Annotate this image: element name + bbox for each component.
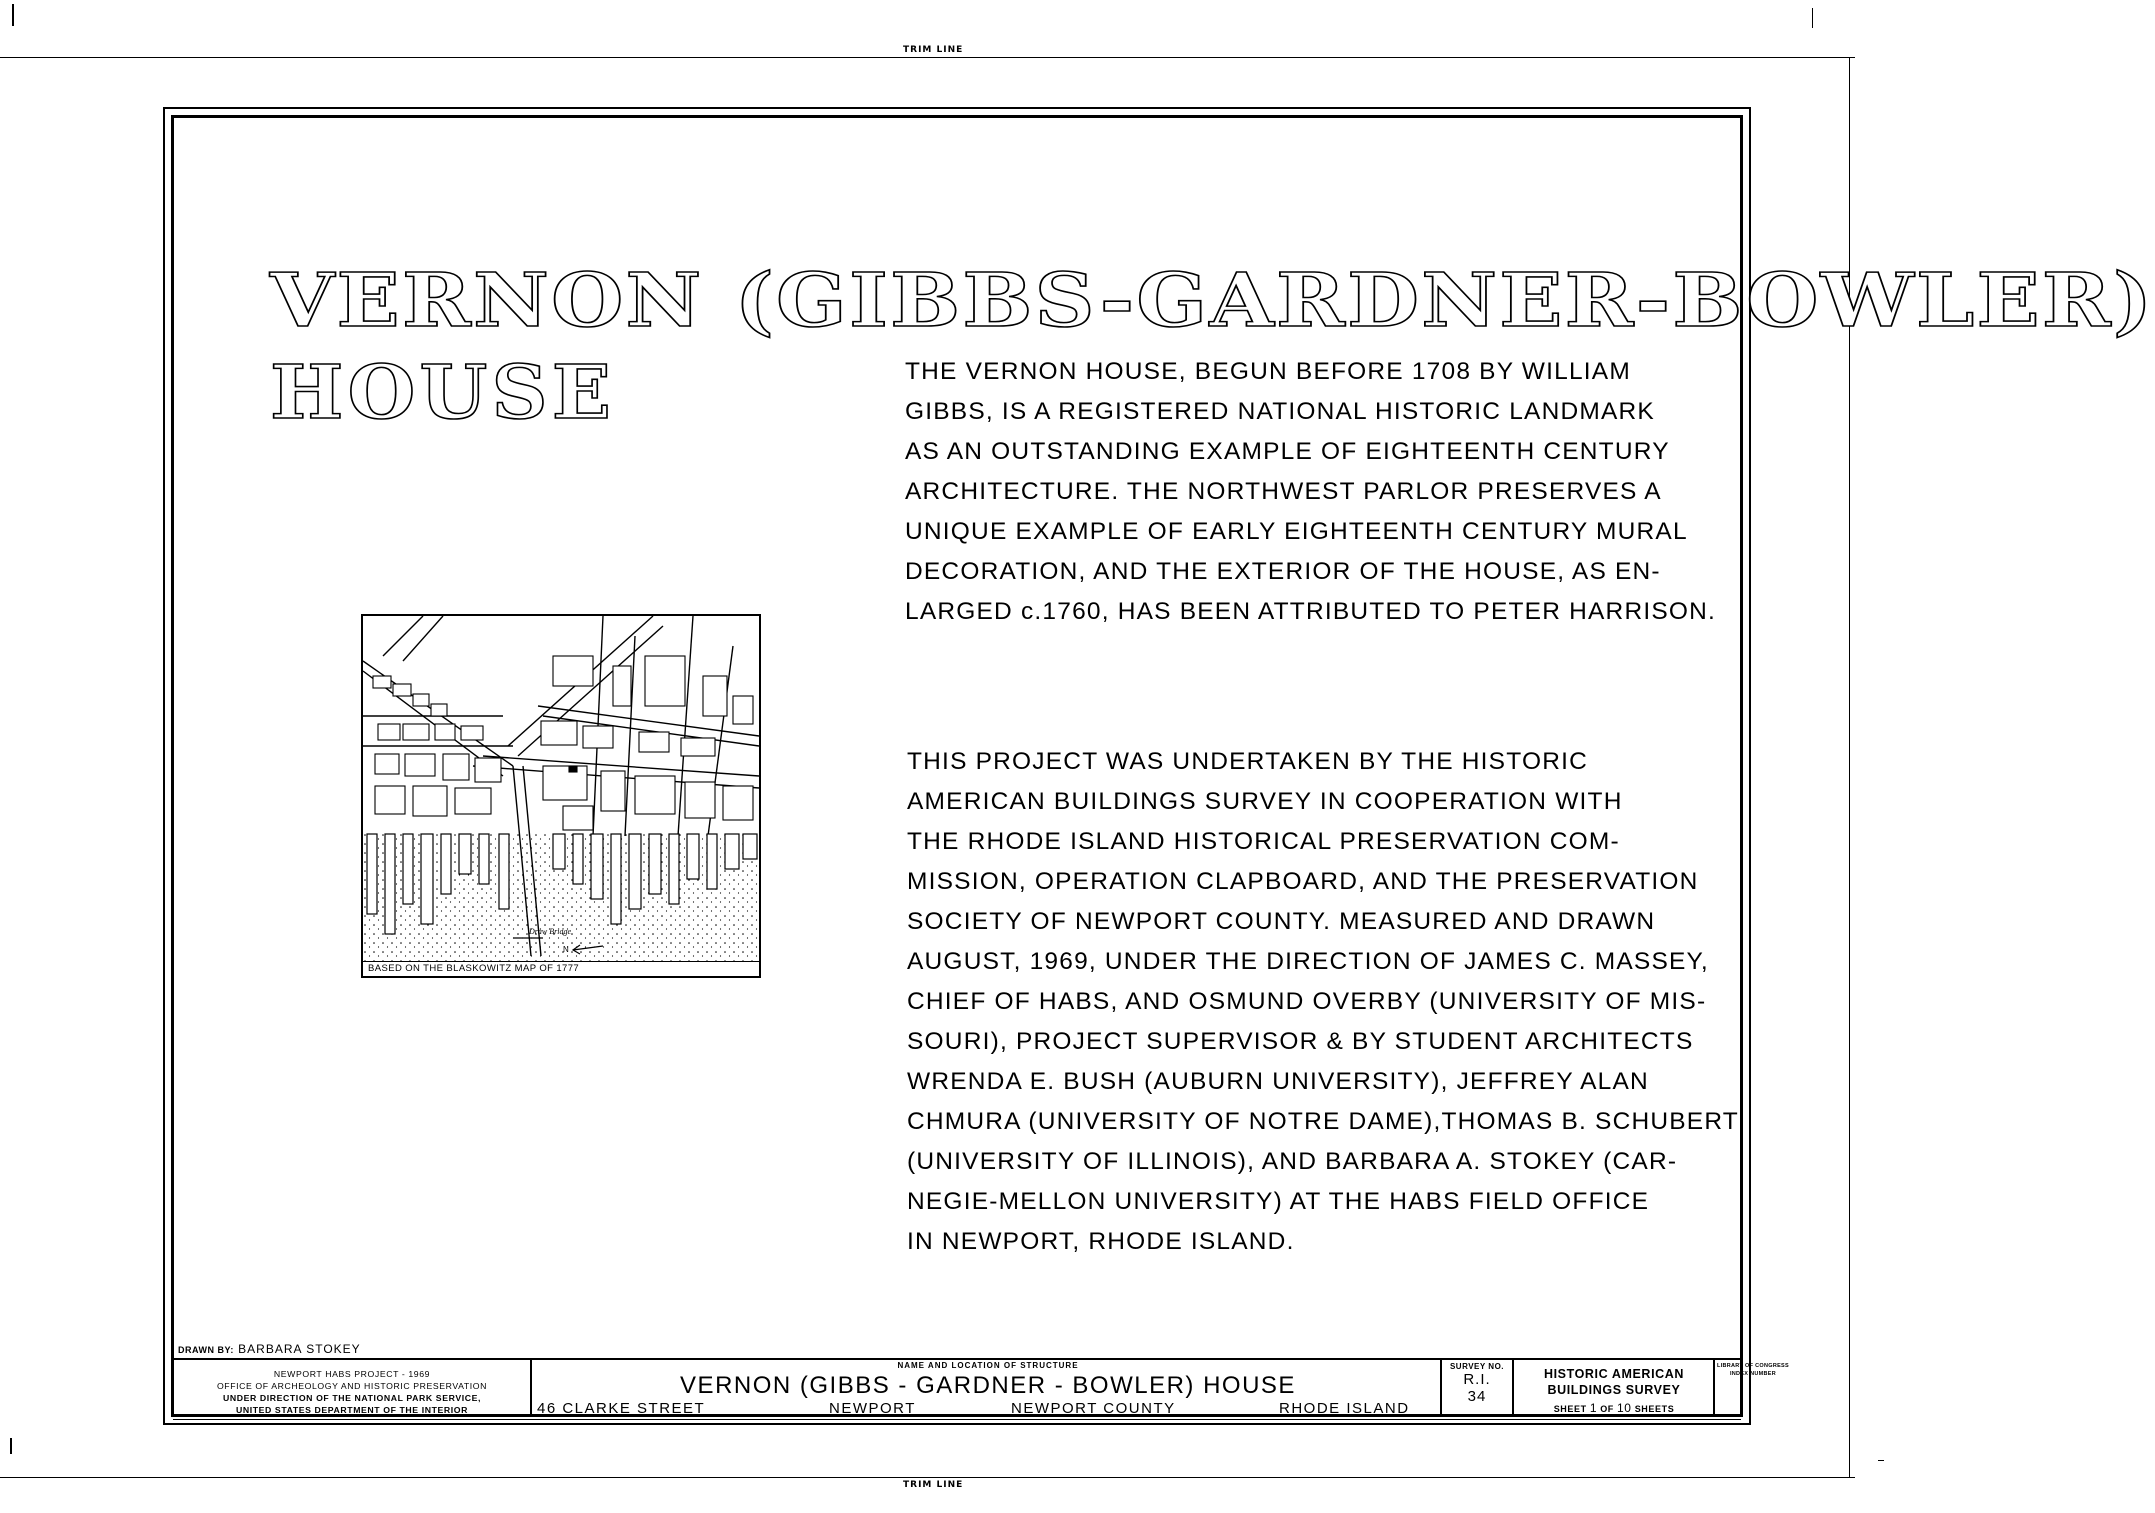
drawn-by-name: BARBARA STOKEY [238, 1342, 361, 1356]
edge-mark [10, 1438, 12, 1454]
map-label-north: N [563, 945, 569, 954]
survey-state: R.I. [1463, 1371, 1491, 1388]
survey-number-block [1442, 1362, 1512, 1405]
text-line: MISSION, OPERATION CLAPBOARD, AND THE PRESERVATION [907, 868, 1699, 895]
text-line: THE RHODE ISLAND HISTORICAL PRESERVATION COM- [907, 828, 1620, 855]
structure-city: NEWPORT [829, 1400, 916, 1417]
loc-index-line: INDEX NUMBER [1729, 1371, 1777, 1377]
map-label-draw-bridge: Draw Bridge [529, 927, 571, 936]
structure-county: NEWPORT COUNTY [1011, 1400, 1176, 1417]
title-block-top-rule [173, 1358, 1741, 1360]
text-line: UNIQUE EXAMPLE OF EARLY EIGHTEENTH CENTURY MURAL [905, 518, 1688, 545]
project-info [176, 1368, 528, 1416]
sheet-count [1515, 1401, 1713, 1415]
drawn-by [178, 1342, 361, 1356]
map-caption: BASED ON THE BLASKOWITZ MAP OF 1777 [363, 961, 759, 976]
text-line: IN NEWPORT, RHODE ISLAND. [907, 1228, 1295, 1255]
loc-index-line: LIBRARY OF CONGRESS [1716, 1363, 1789, 1369]
habs-title-2: BUILDINGS SURVEY [1547, 1383, 1681, 1397]
text-line: GIBBS, IS A REGISTERED NATIONAL HISTORIC LANDMARK [905, 398, 1655, 425]
project-line: UNDER DIRECTION OF THE NATIONAL PARK SERVICE, [222, 1393, 482, 1403]
sheet-title-line-1: VERNON (GIBBS-GARDNER-BOWLER) [270, 258, 2155, 344]
text-line: THIS PROJECT WAS UNDERTAKEN BY THE HISTORIC [907, 748, 1588, 775]
sheet-title-line-2: HOUSE [270, 350, 616, 436]
structure-address: 46 CLARKE STREET [537, 1400, 706, 1417]
text-line: AS AN OUTSTANDING EXAMPLE OF EIGHTEENTH CENTURY [905, 438, 1670, 465]
edge-mark [1878, 1460, 1884, 1461]
trim-line-top [0, 57, 1855, 58]
text-line: CHIEF OF HABS, AND OSMUND OVERBY (UNIVERSITY OF MIS- [907, 988, 1707, 1015]
habs-block [1515, 1366, 1713, 1415]
city-blocks [373, 656, 753, 830]
project-line: UNITED STATES DEPARTMENT OF THE INTERIOR [235, 1405, 468, 1415]
trim-line-label-top: TRIM LINE [903, 45, 964, 55]
text-line: WRENDA E. BUSH (AUBURN UNIVERSITY), JEFFREY ALAN [907, 1068, 1649, 1095]
text-line: AMERICAN BUILDINGS SURVEY IN COOPERATION WITH [907, 788, 1623, 815]
title-block-bottom-rule [173, 1419, 1741, 1420]
text-line: THE VERNON HOUSE, BEGUN BEFORE 1708 BY WILLIAM [905, 358, 1631, 385]
trim-line-bottom [0, 1477, 1855, 1478]
sheet-label: SHEET [1553, 1404, 1587, 1414]
text-line: DECORATION, AND THE EXTERIOR OF THE HOUSE, AS EN- [905, 558, 1661, 585]
project-line: NEWPORT HABS PROJECT - 1969 [273, 1369, 431, 1379]
text-line: LARGED c.1760, HAS BEEN ATTRIBUTED TO PETER HARRISON. [905, 598, 1717, 625]
project-line: OFFICE OF ARCHEOLOGY AND HISTORIC PRESERVATION [216, 1381, 488, 1391]
structure-name: VERNON (GIBBS - GARDNER - BOWLER) HOUSE [680, 1372, 1296, 1399]
structure-state: RHODE ISLAND [1279, 1400, 1410, 1417]
survey-label: SURVEY NO. [1449, 1362, 1505, 1371]
name-location-label: NAME AND LOCATION OF STRUCTURE [897, 1361, 1079, 1370]
of-label: OF [1600, 1404, 1614, 1414]
text-line: SOCIETY OF NEWPORT COUNTY. MEASURED AND DRAWN [907, 908, 1656, 935]
drawn-by-label: DRAWN BY: [178, 1345, 234, 1355]
trim-line-label-bottom: TRIM LINE [903, 1480, 964, 1490]
title-block-divider [1512, 1359, 1514, 1417]
edge-mark [12, 4, 14, 26]
history-paragraph [905, 352, 1716, 632]
text-line: (UNIVERSITY OF ILLINOIS), AND BARBARA A. STOKEY (CAR- [907, 1148, 1678, 1175]
sheets-label: SHEETS [1634, 1404, 1675, 1414]
loc-index-block [1715, 1362, 1791, 1378]
map-drawing [363, 616, 759, 962]
survey-number: 34 [1467, 1388, 1487, 1405]
project-credits-paragraph [907, 742, 1739, 1262]
habs-title-1: HISTORIC AMERICAN [1543, 1367, 1685, 1381]
text-line: CHMURA (UNIVERSITY OF NOTRE DAME),THOMAS B. SCHUBERT [907, 1108, 1739, 1135]
location-map [361, 614, 761, 978]
text-line: AUGUST, 1969, UNDER THE DIRECTION OF JAMES C. MASSEY, [907, 948, 1709, 975]
text-line: ARCHITECTURE. THE NORTHWEST PARLOR PRESERVES A [905, 478, 1662, 505]
sheet-total: 10 [1617, 1401, 1632, 1415]
edge-mark [1812, 8, 1813, 28]
text-line: NEGIE-MELLON UNIVERSITY) AT THE HABS FIELD OFFICE [907, 1188, 1650, 1215]
text-line: SOURI), PROJECT SUPERVISOR & BY STUDENT ARCHITECTS [907, 1028, 1694, 1055]
sheet-number: 1 [1589, 1401, 1598, 1415]
